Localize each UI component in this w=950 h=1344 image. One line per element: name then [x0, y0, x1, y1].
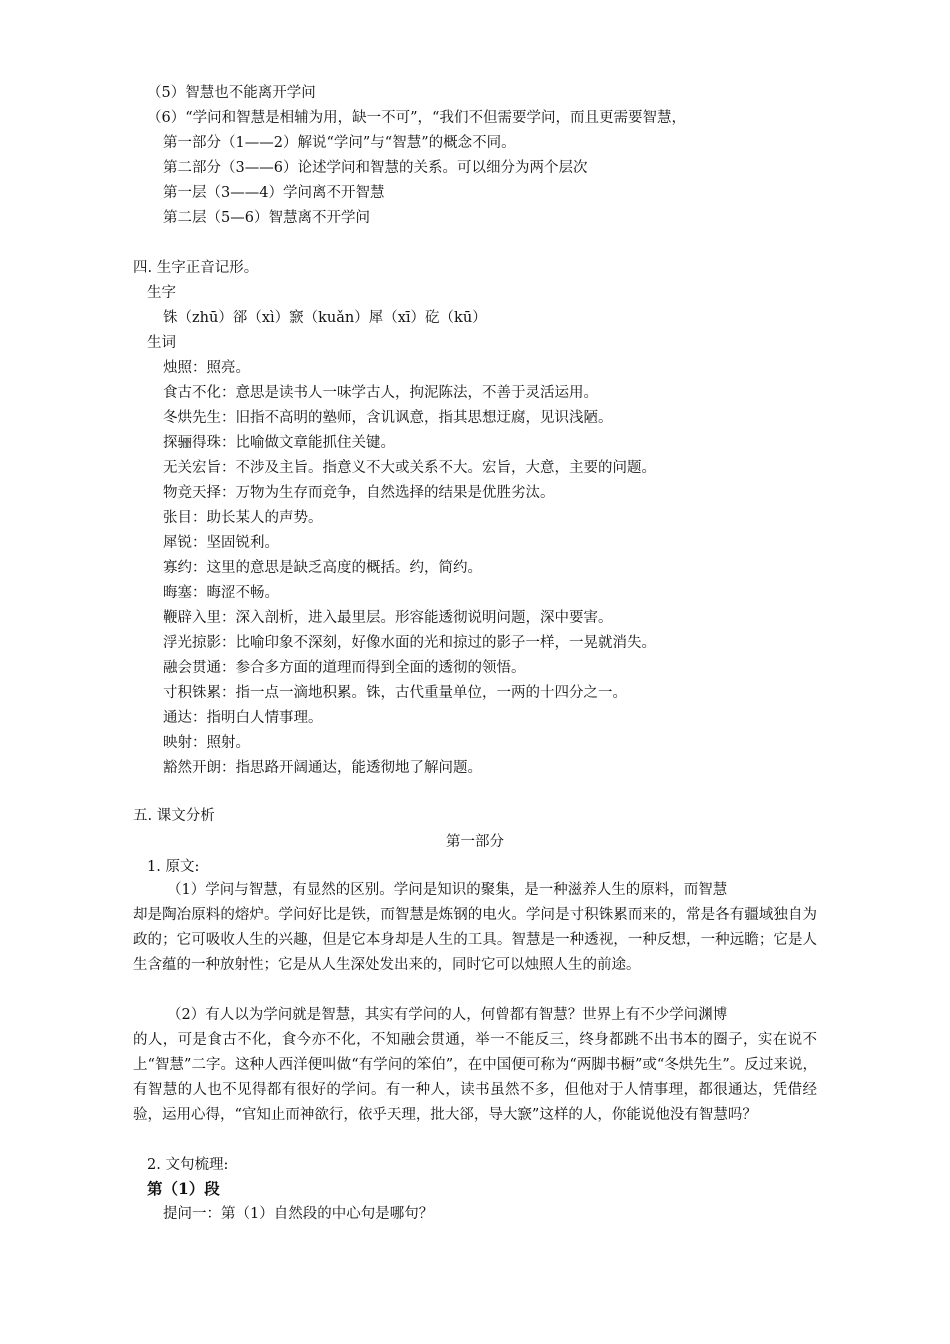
word-entry: 寡约：这里的意思是缺乏高度的概括。约，简约。	[163, 560, 482, 576]
word-entry: 物竞天择：万物为生存而竞争，自然选择的结果是优胜劣汰。	[163, 485, 555, 501]
paragraph-2-first-line: （2）有人以为学问就是智慧，其实有学问的人，何曾都有智慧？世界上有不少学问渊博	[167, 1007, 728, 1023]
paragraph-heading: 第（1）段	[147, 1179, 220, 1198]
word-entry: 无关宏旨：不涉及主旨。指意义不大或关系不大。宏旨，大意，主要的问题。	[163, 460, 656, 476]
original-paragraph-2	[133, 1003, 817, 1128]
outline-part-2: 第二部分（3——6）论述学问和智慧的关系。可以细分为两个层次	[163, 160, 588, 176]
item-2-label: 2. 文句梳理:	[147, 1157, 229, 1173]
outline-part-1: 第一部分（1——2）解说“学问”与“智慧”的概念不同。	[163, 135, 516, 151]
word-entry: 探骊得珠：比喻做文章能抓住关键。	[163, 435, 395, 451]
outline-line-6: （6）“学问和智慧是相辅为用，缺一不可”，“我们不但需要学问，而且更需要智慧，	[147, 110, 686, 126]
part-title: 第一部分	[446, 834, 504, 850]
outline-line-5: （5）智慧也不能离开学问	[147, 85, 316, 101]
outline-layer-1: 第一层（3——4）学问离不开智慧	[163, 185, 385, 201]
word-entry: 寸积铢累：指一点一滴地积累。铢，古代重量单位，一两的十四分之一。	[163, 685, 627, 701]
section-4-heading: 四. 生字正音记形。	[133, 260, 259, 276]
section-5-heading: 五. 课文分析	[133, 808, 215, 824]
new-words-label: 生词	[147, 335, 176, 351]
paragraph-2-body: 的人，可是食古不化，食今亦不化，不知融会贯通，举一不能反三，终身都跳不出书本的圈子，实在说不上“智慧”二字。这种人西洋便叫做“有学问的笨伯”，在中国便可称为“两脚书橱”或“冬烘先生”。反过来说，有智慧的人也不见得都有很好的学问。有一种人，读书虽然不多，但他对于人情事理，都很通达，凭借经验，运用心得，“官知止而神欲行，依乎天理，批大郤，导大窾”这样的人，你能说他没有智慧吗？	[133, 1032, 817, 1123]
word-entry: 食古不化：意思是读书人一味学古人，拘泥陈法，不善于灵活运用。	[163, 385, 598, 401]
paragraph-1-body: 却是陶冶原料的熔炉。学问好比是铁，而智慧是炼钢的电火。学问是寸积铢累而来的，常是各有疆域独自为政的；它可吸收人生的兴趣，但是它本身却是人生的工具。智慧是一种透视，一种反想，一种远瞻；它是人生含蕴的一种放射性；它是从人生深处发出来的，同时它可以烛照人生的前途。	[133, 907, 817, 973]
word-entry: 豁然开朗：指思路开阔通达，能透彻地了解问题。	[163, 760, 482, 776]
word-entry: 冬烘先生：旧指不高明的塾师，含讥讽意，指其思想迂腐，见识浅陋。	[163, 410, 613, 426]
new-characters-label: 生字	[147, 285, 176, 301]
word-entry: 映射：照射。	[163, 735, 250, 751]
question-1: 提问一：第（1）自然段的中心句是哪句？	[163, 1206, 434, 1222]
outline-layer-2: 第二层（5—6）智慧离不开学问	[163, 210, 370, 226]
word-entry: 张目：助长某人的声势。	[163, 510, 323, 526]
paragraph-1-first-line: （1）学问与智慧，有显然的区别。学问是知识的聚集，是一种滋养人生的原料，而智慧	[167, 882, 728, 898]
word-entry: 烛照：照亮。	[163, 360, 250, 376]
word-entry: 晦塞：晦涩不畅。	[163, 585, 279, 601]
item-1-label: 1. 原文:	[147, 859, 200, 875]
word-entry: 浮光掠影：比喻印象不深刻，好像水面的光和掠过的影子一样，一晃就消失。	[163, 635, 656, 651]
original-paragraph-1	[133, 878, 817, 978]
word-entry: 鞭辟入里：深入剖析，进入最里层。形容能透彻说明问题，深中要害。	[163, 610, 613, 626]
word-entry: 融会贯通：参合多方面的道理而得到全面的透彻的领悟。	[163, 660, 526, 676]
word-entry: 犀锐：坚固锐利。	[163, 535, 279, 551]
new-characters-line: 铢（zhū）郤（xì）窾（kuǎn）犀（xī）矻（kū）	[163, 310, 487, 326]
word-entry: 通达：指明白人情事理。	[163, 710, 323, 726]
